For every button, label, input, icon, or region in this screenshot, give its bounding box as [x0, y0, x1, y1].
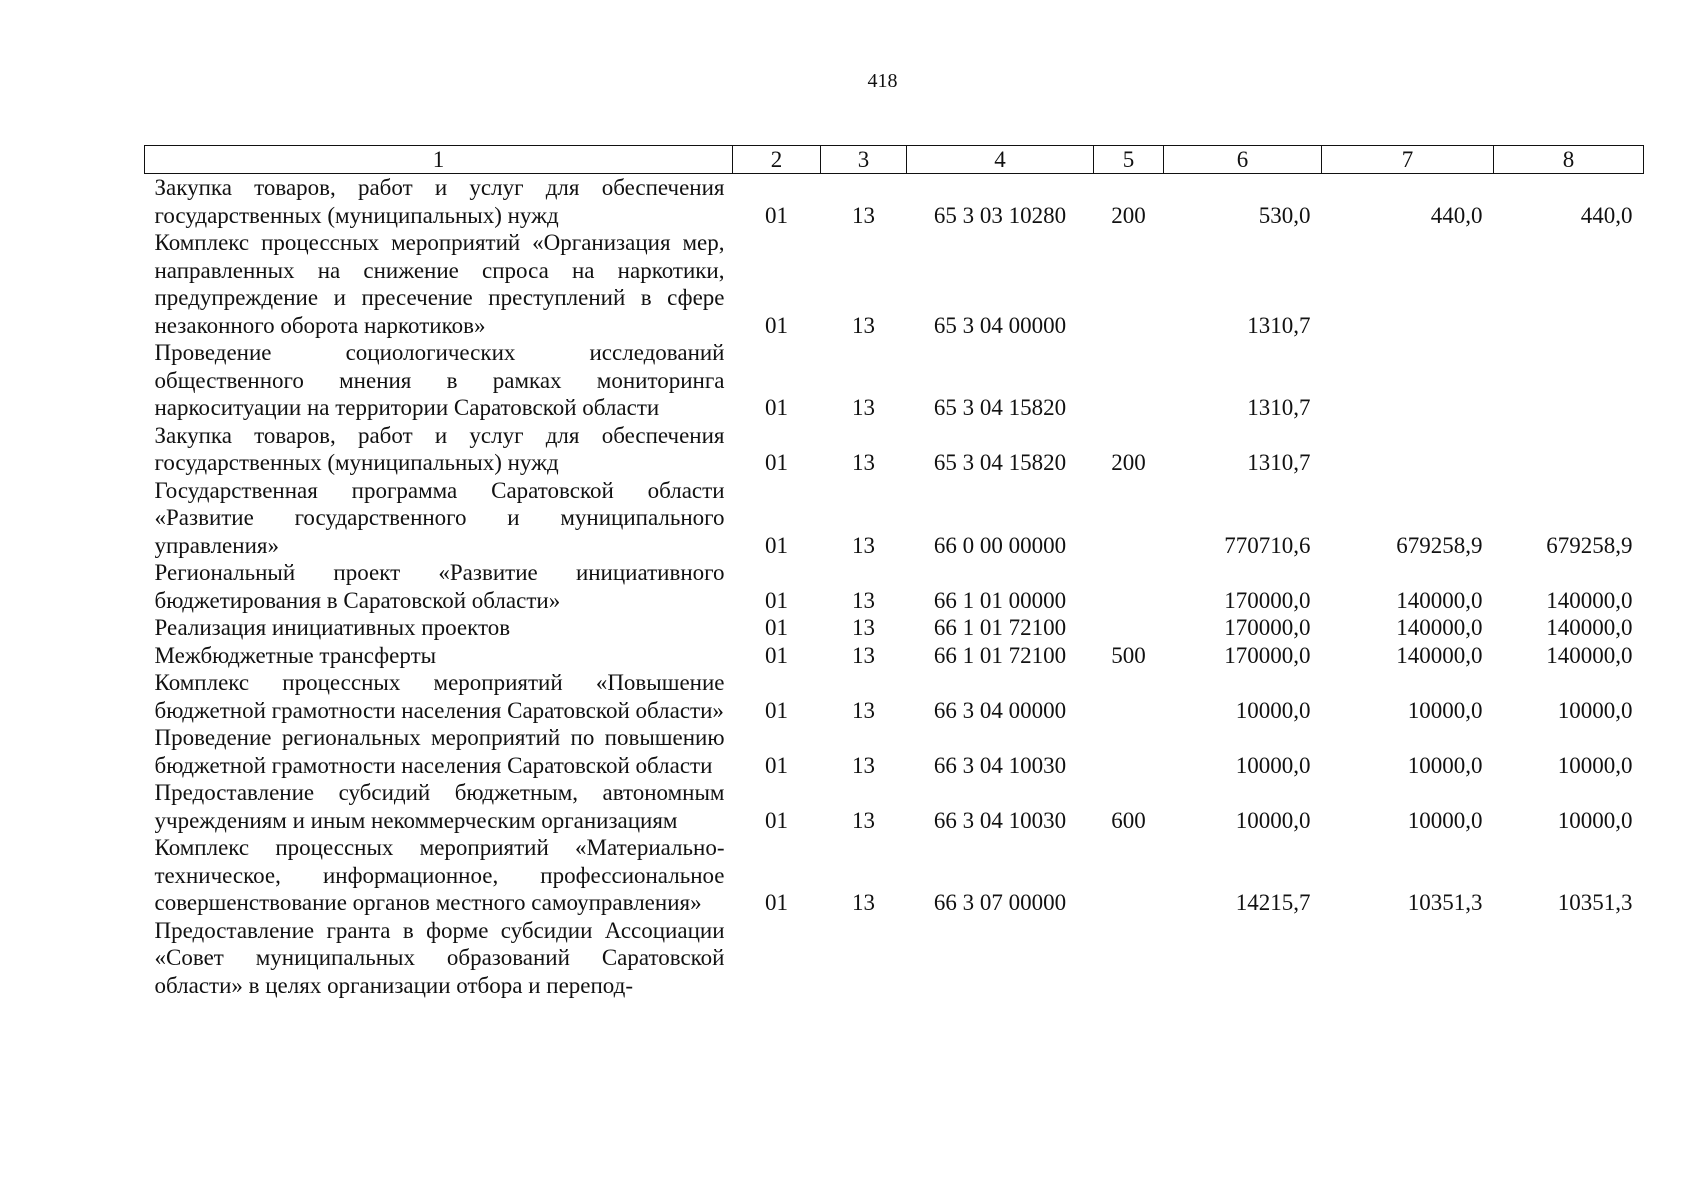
row-description: Региональный проект «Развитие инициативного бюджетирования в Саратовской области»: [154, 560, 725, 613]
cell-subsection: 13: [852, 450, 875, 475]
table-row: [145, 724, 1644, 779]
cell-amount-7: 10000,0: [1407, 697, 1483, 723]
cell-amount-8: [1494, 422, 1644, 477]
cell-section: 01: [765, 697, 788, 723]
row-description: Комплекс процессных мероприятий «Организация мер, направленных на снижение спроса на наркотики, предупреждение и пресечение преступлений в сфере незаконного оборота наркотиков»: [154, 230, 725, 338]
cell-amount-7: 10000,0: [1407, 807, 1483, 833]
cell-amount-8: [1494, 339, 1644, 422]
cell-amount-6: 170000,0: [1224, 642, 1311, 668]
cell-amount-6: 1310,7: [1247, 395, 1311, 420]
table-row: [145, 917, 1644, 1000]
table-row: [145, 669, 1644, 724]
cell-amount-8: 10000,0: [1557, 752, 1633, 778]
cell-amount-6: 1310,7: [1247, 450, 1311, 475]
cell-target-article: 65 3 04 15820: [933, 450, 1067, 475]
cell-expense-type: [1094, 614, 1164, 642]
cell-amount-8: 679258,9: [1546, 532, 1633, 558]
cell-amount-8: [1494, 917, 1644, 1000]
cell-expense-type: [1094, 834, 1164, 917]
row-description: Предоставление субсидий бюджетным, автономным учреждениям и иным некоммерческим организациям: [154, 780, 725, 833]
cell-section: 01: [765, 587, 788, 613]
column-header-6: 6: [1164, 146, 1322, 174]
table-row: [145, 477, 1644, 560]
cell-amount-6: 170000,0: [1224, 587, 1311, 613]
cell-target-article: 66 3 04 10030: [933, 807, 1067, 833]
cell-subsection: 13: [852, 587, 875, 613]
cell-expense-type: 600: [1111, 807, 1146, 833]
cell-section: 01: [765, 642, 788, 668]
cell-amount-7: [1322, 339, 1494, 422]
table-header: [145, 146, 1644, 174]
column-header-4: 4: [907, 146, 1094, 174]
row-description: Закупка товаров, работ и услуг для обеспечения государственных (муниципальных) нужд: [154, 422, 725, 475]
cell-subsection: 13: [852, 395, 875, 420]
cell-subsection: 13: [852, 532, 875, 558]
cell-target-article: [907, 917, 1094, 1000]
cell-expense-type: 500: [1111, 642, 1146, 668]
cell-expense-type: [1094, 339, 1164, 422]
row-description: Предоставление гранта в форме субсидии Ассоциации «Совет муниципальных образований Саратовской области» в целях организации отбора и перепод-: [154, 917, 725, 998]
table-body: [145, 174, 1644, 1000]
row-description: Государственная программа Саратовской области «Развитие государственного и муниципального управления»: [154, 477, 725, 558]
table-row: [145, 174, 1644, 230]
header-row: [145, 146, 1644, 174]
table-row: [145, 559, 1644, 614]
cell-target-article: 65 3 04 00000: [933, 312, 1067, 338]
cell-amount-7: [1322, 422, 1494, 477]
cell-amount-7: 679258,9: [1396, 532, 1483, 558]
cell-section: 01: [765, 615, 788, 640]
table-row: [145, 834, 1644, 917]
cell-amount-6: 530,0: [1258, 202, 1311, 228]
cell-section: 01: [765, 312, 788, 338]
cell-section: 01: [765, 450, 788, 475]
row-description: Закупка товаров, работ и услуг для обеспечения государственных (муниципальных) нужд: [154, 175, 725, 228]
cell-amount-6: 14215,7: [1235, 890, 1311, 915]
cell-subsection: 13: [852, 807, 875, 833]
cell-expense-type: [1094, 559, 1164, 614]
cell-section: [733, 917, 821, 1000]
cell-target-article: 66 1 01 00000: [933, 587, 1067, 613]
table-row: [145, 229, 1644, 339]
cell-subsection: 13: [852, 202, 875, 228]
row-description: Проведение региональных мероприятий по повышению бюджетной грамотности населения Саратовской области: [154, 725, 725, 778]
cell-section: 01: [765, 532, 788, 558]
column-header-5: 5: [1094, 146, 1164, 174]
cell-subsection: 13: [852, 697, 875, 723]
cell-section: 01: [765, 752, 788, 778]
table-row: [145, 779, 1644, 834]
cell-target-article: 65 3 04 15820: [933, 395, 1067, 420]
cell-expense-type: [1094, 229, 1164, 339]
cell-amount-8: 440,0: [1580, 202, 1633, 228]
column-header-8: 8: [1494, 146, 1644, 174]
cell-subsection: 13: [852, 312, 875, 338]
cell-target-article: 65 3 03 10280: [933, 202, 1067, 228]
cell-subsection: 13: [852, 890, 875, 915]
cell-target-article: 66 1 01 72100: [933, 615, 1067, 640]
row-description: Комплекс процессных мероприятий «Материально-техническое, информационное, профессиональное совершенствование органов местного самоуправления»: [154, 835, 725, 915]
cell-amount-8: 140000,0: [1546, 615, 1633, 640]
cell-amount-6: 770710,6: [1224, 532, 1311, 558]
cell-target-article: 66 3 04 00000: [933, 697, 1067, 723]
cell-amount-6: 170000,0: [1224, 615, 1311, 640]
row-description: Проведение социологических исследований общественного мнения в рамках мониторинга наркоситуации на территории Саратовской области: [154, 340, 725, 420]
cell-expense-type: 200: [1111, 202, 1146, 228]
cell-expense-type: [1094, 917, 1164, 1000]
row-description: Реализация инициативных проектов: [154, 615, 511, 640]
budget-table: [144, 145, 1644, 999]
cell-amount-7: 140000,0: [1396, 642, 1483, 668]
cell-amount-8: 10000,0: [1557, 697, 1633, 723]
table-row: [145, 642, 1644, 670]
cell-target-article: 66 3 07 00000: [933, 890, 1067, 915]
cell-amount-6: 10000,0: [1235, 697, 1311, 723]
cell-amount-7: 140000,0: [1396, 615, 1483, 640]
cell-subsection: 13: [852, 752, 875, 778]
cell-section: 01: [765, 202, 788, 228]
cell-section: 01: [765, 890, 788, 915]
cell-expense-type: [1094, 477, 1164, 560]
cell-amount-8: [1494, 229, 1644, 339]
cell-target-article: 66 1 01 72100: [933, 642, 1067, 668]
column-header-1: 1: [145, 146, 733, 174]
table-row: [145, 422, 1644, 477]
cell-amount-8: 140000,0: [1546, 587, 1633, 613]
cell-amount-8: 10000,0: [1557, 807, 1633, 833]
column-header-3: 3: [821, 146, 907, 174]
cell-amount-7: 140000,0: [1396, 587, 1483, 613]
cell-expense-type: [1094, 669, 1164, 724]
column-header-2: 2: [733, 146, 821, 174]
cell-subsection: [821, 917, 907, 1000]
cell-section: 01: [765, 395, 788, 420]
cell-target-article: 66 0 00 00000: [933, 532, 1067, 558]
cell-subsection: 13: [852, 615, 875, 640]
cell-amount-7: [1322, 917, 1494, 1000]
table-row: [145, 614, 1644, 642]
cell-amount-7: 10000,0: [1407, 752, 1483, 778]
cell-amount-6: 10000,0: [1235, 752, 1311, 778]
page-number: 418: [867, 70, 898, 92]
cell-amount-7: 10351,3: [1407, 890, 1483, 915]
cell-amount-7: 440,0: [1430, 202, 1483, 228]
cell-subsection: 13: [852, 642, 875, 668]
cell-amount-6: 1310,7: [1247, 312, 1311, 338]
cell-amount-8: 10351,3: [1557, 890, 1633, 915]
cell-amount-7: [1322, 229, 1494, 339]
cell-expense-type: 200: [1111, 450, 1146, 475]
cell-amount-6: [1164, 917, 1322, 1000]
cell-expense-type: [1094, 724, 1164, 779]
table-row: [145, 339, 1644, 422]
cell-amount-8: 140000,0: [1546, 642, 1633, 668]
row-description: Комплекс процессных мероприятий «Повышение бюджетной грамотности населения Саратовской области»: [154, 670, 725, 723]
cell-amount-6: 10000,0: [1235, 807, 1311, 833]
cell-section: 01: [765, 807, 788, 833]
cell-target-article: 66 3 04 10030: [933, 752, 1067, 778]
column-header-7: 7: [1322, 146, 1494, 174]
row-description: Межбюджетные трансферты: [154, 642, 437, 668]
